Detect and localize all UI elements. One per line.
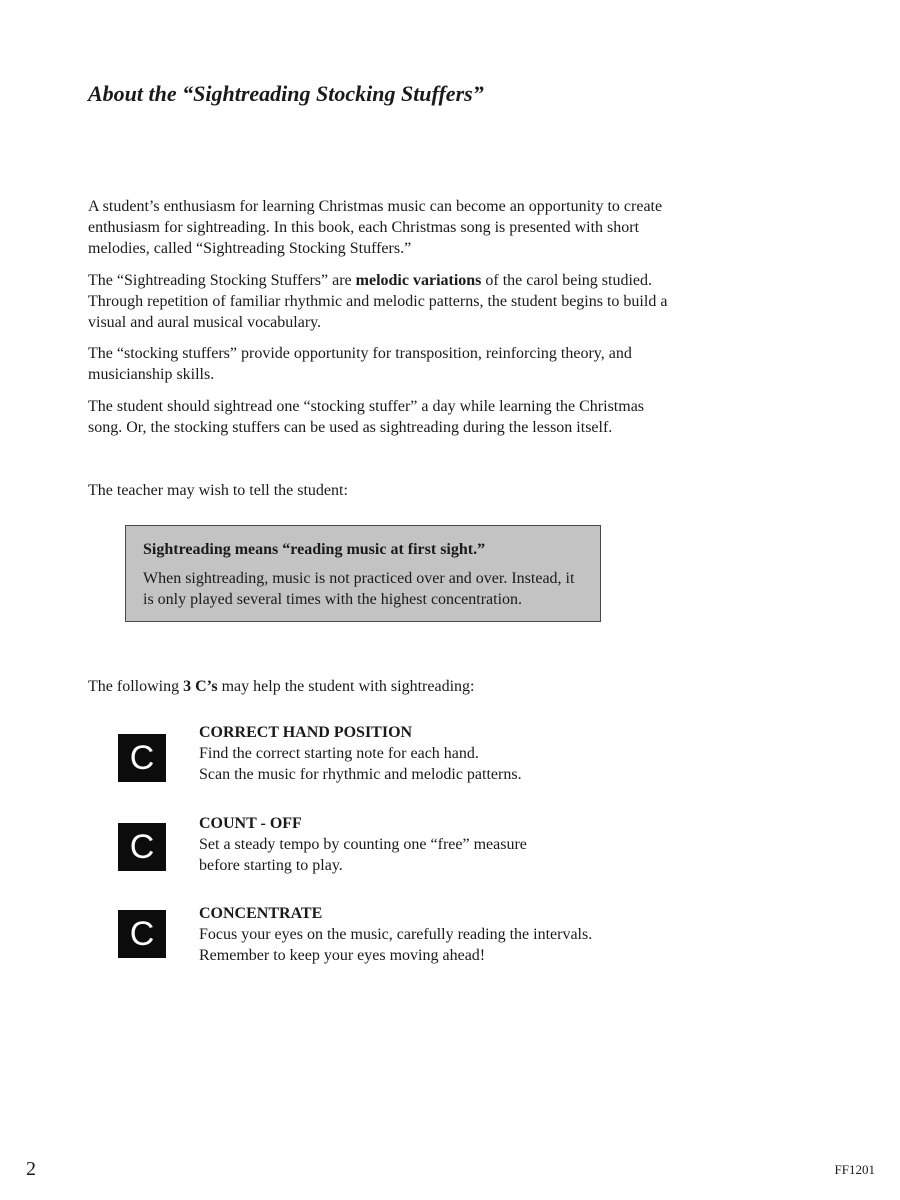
c-item-count-off [199,813,659,876]
c-item-concentrate [199,903,659,966]
callout-heading: Sightreading means “reading music at first sight.” [143,541,486,558]
c-item-line: Find the correct starting note for each hand. [199,745,479,762]
c-item-line: before starting to play. [199,857,343,874]
c-item-line: Remember to keep your eyes moving ahead! [199,947,486,964]
bold-phrase: 3 C’s [183,678,218,695]
page-title: About the “Sightreading Stocking Stuffers” [88,81,484,106]
intro-paragraph: A student’s enthusiasm for learning Christmas music can become an opportunity to create enthusiasm for sightreading. In this book, each Christmas song is presented with short melodies, called “Sightreading Stocking Stuffers.” [88,198,663,257]
transposition-paragraph: The “stocking stuffers” provide opportunity for transposition, reinforcing theory, and musicianship skills. [88,345,632,383]
three-cs-intro [88,676,678,697]
callout-body: When sightreading, music is not practiced over and over. Instead, it is only played several times with the highest concentration. [143,570,575,608]
c-badge-icon: C [118,910,166,958]
c-item-title: COUNT - OFF [199,815,302,832]
page-number: 2 [26,1158,36,1180]
bold-phrase: melodic variations [355,272,482,289]
c-item-title: CONCENTRATE [199,905,323,922]
catalog-code: FF1201 [834,1162,875,1177]
melodic-variations-paragraph [88,270,678,333]
daily-sightread-paragraph: The student should sightread one “stocking stuffer” a day while learning the Christmas song. Or, the stocking stuffers can be used as sightreading during the lesson itself. [88,398,645,436]
definition-callout [125,525,601,622]
text-span: of the carol being studied. Through repetition of familiar rhythmic and melodic patterns, the student begins to build a visual and aural musical vocabulary. [88,272,668,331]
c-badge-icon: C [118,823,166,871]
c-item-correct-hand-position [199,722,659,785]
text-span: The “Sightreading Stocking Stuffers” are [88,272,356,289]
text-span: The following [88,678,184,695]
c-item-title: CORRECT HAND POSITION [199,724,413,741]
c-item-line: Scan the music for rhythmic and melodic patterns. [199,766,522,783]
text-span: may help the student with sightreading: [217,678,475,695]
c-item-line: Focus your eyes on the music, carefully reading the intervals. [199,926,593,943]
c-item-line: Set a steady tempo by counting one “free” measure [199,836,527,853]
teacher-paragraph: The teacher may wish to tell the student: [88,482,348,499]
c-badge-icon: C [118,734,166,782]
